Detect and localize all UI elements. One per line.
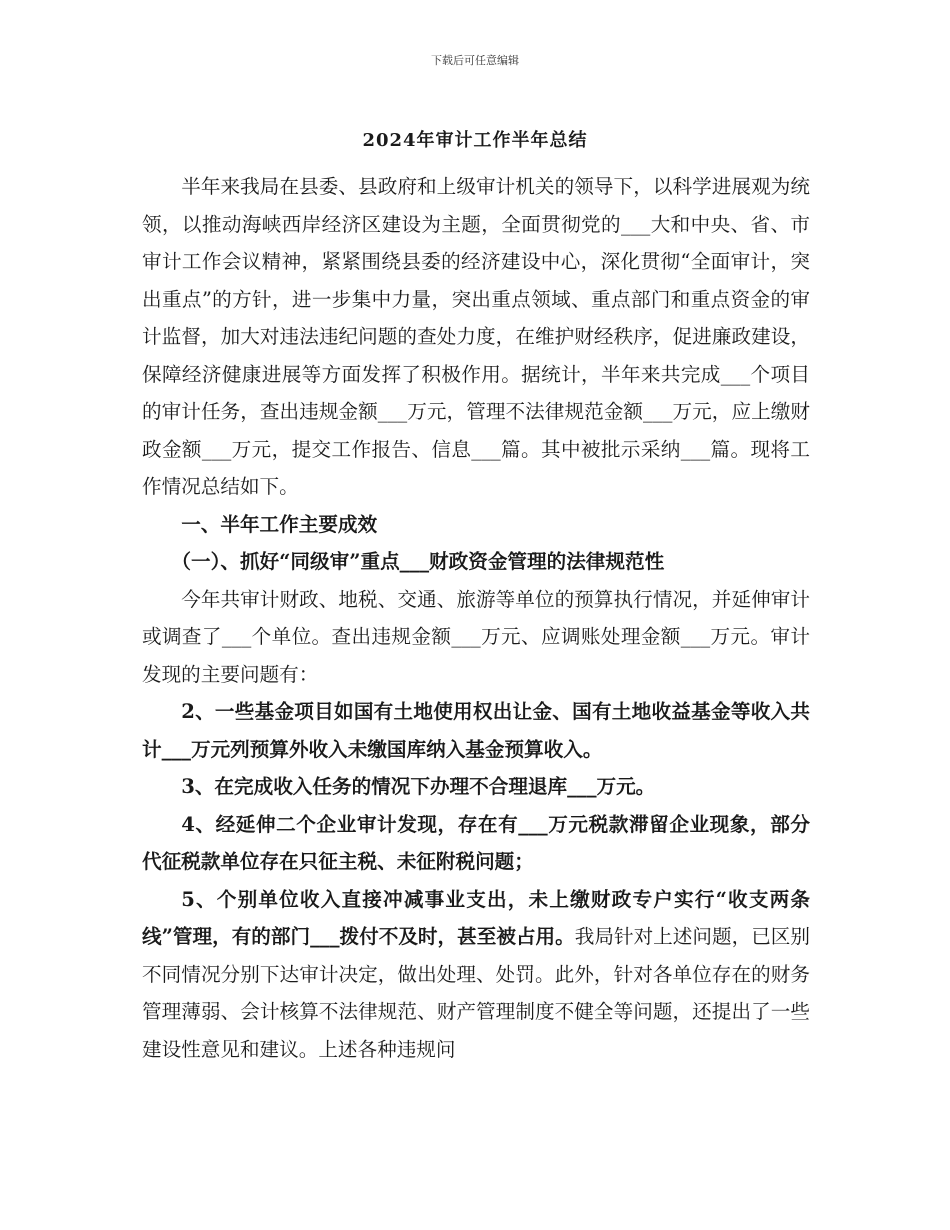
- paragraph-intro: 半年来我局在县委、县政府和上级审计机关的领导下，以科学进展观为统领，以推动海峡西岸经济区建设为主题，全面贯彻党的___大和中央、省、市审计工作会议精神，紧紧围绕县委的经济建设中心，深化贯彻“全面审计，突出重点”的方针，进一步集中力量，突出重点领域、重点部门和重点资金的审计监督，加大对违法违纪问题的查处力度，在维护财经秩序，促进廉政建设，保障经济健康进展等方面发挥了积极作用。据统计，半年来共完成___个项目的审计任务，查出违规金额___万元，管理不法律规范金额___万元，应上缴财政金额___万元，提交工作报告、信息___篇。其中被批示采纳___篇。现将工作情况总结如下。: [142, 175, 810, 498]
- list-item-3: 3、在完成收入任务的情况下办理不合理退库___万元。: [181, 775, 656, 798]
- list-item-5: [142, 881, 810, 1069]
- section-heading: 一、半年工作主要成效: [181, 512, 378, 536]
- paragraph-audit: 今年共审计财政、地税、交通、旅游等单位的预算执行情况，并延伸审计或调查了___个单位。查出违规金额___万元、应调账处理金额___万元。审计发现的主要问题有：: [142, 587, 810, 686]
- page-title: 2024年审计工作半年总结: [362, 130, 588, 151]
- list-item-2: 2、一些基金项目如国有土地使用权出让金、国有土地收益基金等收入共计___万元列预算外收入未缴国库纳入基金预算收入。: [142, 700, 810, 761]
- subsection-heading: （一）、抓好“同级审”重点___财政资金管理的法律规范性: [171, 550, 665, 573]
- document-body: [142, 168, 810, 1068]
- list-item-5-rest: 我局针对上述问题，已区别不同情况分别下达审计决定，做出处理、处罚。此外，针对各单位存在的财务管理薄弱、会计核算不法律规范、财产管理制度不健全等问题，还提出了一些建设性意见和建议。上述各种违规问: [142, 925, 810, 1061]
- list-item-5-bold: 5、个别单位收入直接冲减事业支出，未上缴财政专户实行“收支两条线”管理，有的部门___拨付不及时，甚至被占用。: [142, 887, 810, 948]
- header-note: 下载后可任意编辑: [431, 54, 519, 67]
- list-item-4: 4、经延伸二个企业审计发现，存在有___万元税款滞留企业现象，部分代征税款单位存在只征主税、未征附税问题；: [142, 812, 810, 873]
